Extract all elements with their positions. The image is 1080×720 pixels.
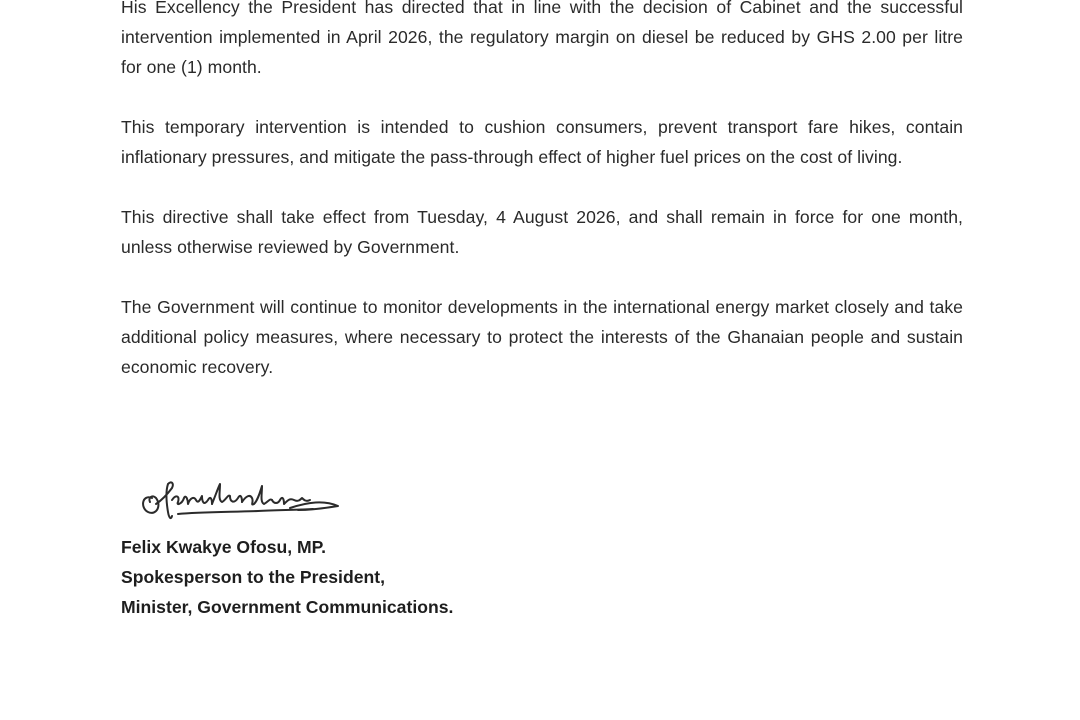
signatory-name: Felix Kwakye Ofosu, MP. bbox=[121, 537, 327, 557]
paragraph-purpose: This temporary intervention is intended to cushion consumers, prevent transport fare hikes, contain inflationary pressures, and mitigate the pass-through effect of higher fuel prices on the cost of living. bbox=[121, 117, 963, 167]
signatory-role: Spokesperson to the President, bbox=[121, 567, 385, 587]
paragraph-monitoring: The Government will continue to monitor developments in the international energy market closely and take additional policy measures, where necessary to protect the interests of the Ghanaian people and sustain economic recovery. bbox=[121, 297, 963, 377]
paragraph-directive: His Excellency the President has directed that in line with the decision of Cabinet and the successful intervention implemented in April 2026, the regulatory margin on diesel be reduced by GHS 2.00 per litre for one (1) month. bbox=[121, 0, 963, 77]
document-body bbox=[121, 0, 963, 412]
signatory-office: Minister, Government Communications. bbox=[121, 597, 454, 617]
handwritten-signature-icon bbox=[138, 470, 348, 526]
signatory-block bbox=[121, 532, 453, 622]
paragraph-effective-date: This directive shall take effect from Tuesday, 4 August 2026, and shall remain in force for one month, unless otherwise reviewed by Government. bbox=[121, 207, 963, 257]
